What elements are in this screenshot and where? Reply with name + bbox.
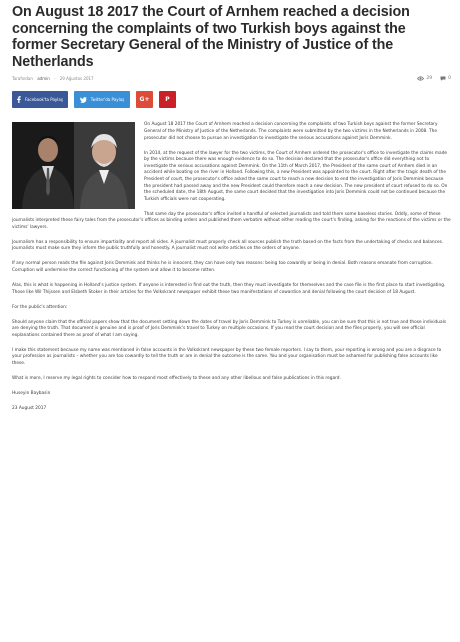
facebook-share-label: Facebook'ta Paylaş bbox=[25, 97, 63, 103]
paragraph-8: Should anyone claim that the official papers show that the document setting down the dates of travel by Joris Demmink to Turkey is unreliable, you can be sure that this is not true and those individuals are denying the truth. That document is genuine and is proof of Joris Demmink's travel to Turkey on multiple occasions. If you read the court decision and the files properly, you will see official explanations contained there as proof of what I am saying. bbox=[12, 319, 447, 338]
paragraph-5: If any normal person reads the file against Joris Demmink and thinks he is innocent, they can have only two reasons: being too cowardly or being in denial. Both reasons emanate from corruption. Corruption will undermine the correct functioning of the system and allow it to become rotten. bbox=[12, 261, 433, 274]
paragraph-2: In 2014, at the request of the lawyer for the two victims, the Court of Arnhem ordered the prosecutor's office to investigate the claims made by the victims because there was enough evidence to do so. The decision declared that the prosecutor's office did everything not to investigate the serious accusations against Demmink. On the 11th of March 2017, the President of the same court of Arnhem died in an accident while boating on the river in Holland. Following this, a new President was appointed to the court. Right after the tragic death of the President of court, the prosecutor's office asked the same court to reach a new decision to end the investigation of Joris Demmink because the president had passed away and the new President could therefore reach a new decision. The new president of court refused to do so. On the scheduled date, the 18th August, the same court decided that the investigation into Joris Demmink could not be continued because the Turkish officials were not cooperating. bbox=[144, 150, 448, 202]
pinterest-share-button[interactable] bbox=[159, 91, 176, 108]
paragraph-3: That same day the prosecutor's office invited a handful of selected journalists and told them some baseless stories. Oddly, some of these journalists interpreted these fairy tales from the prosecutor's offices as binding orders and published them verbatim without either reading the court's finding, asking for the reactions of the victims or the victims' lawyers. bbox=[12, 211, 451, 230]
article-meta bbox=[12, 76, 451, 81]
twitter-share-button[interactable] bbox=[74, 91, 130, 108]
twitter-icon bbox=[80, 97, 87, 103]
byline bbox=[12, 76, 97, 81]
comments-stat[interactable] bbox=[440, 76, 451, 81]
twitter-share-label: Twitter'da Paylaş bbox=[90, 97, 125, 103]
article-photo bbox=[12, 122, 135, 209]
byline-prefix: Tarafından bbox=[12, 76, 33, 82]
portrait-image bbox=[12, 122, 135, 209]
pinterest-icon: P bbox=[165, 96, 170, 104]
byline-author[interactable]: admin bbox=[37, 76, 50, 82]
share-bar bbox=[12, 91, 451, 108]
views-count: 29 bbox=[426, 76, 433, 82]
byline-separator: - bbox=[54, 76, 56, 82]
comment-icon bbox=[440, 76, 446, 81]
paragraph-6: Alas, this is what is happening in Holland's justice system. If anyone is interested in find out the truth, then they must investigate for themselves and the case file is the first place to start investigating. Those like Wil Thijssen and Elsbeth Stoker in their articles for the Volkskrant newspaper exhibit these two manifestations of cowardice and denial following the court decision of 18 August. bbox=[12, 283, 446, 295]
comments-count: 0 bbox=[448, 76, 451, 82]
signature: Huseyin Baybasin bbox=[12, 390, 51, 396]
views-stat bbox=[417, 76, 432, 81]
article-stats bbox=[417, 76, 451, 81]
paragraph-7: For the public's attention: bbox=[12, 304, 68, 310]
paragraph-10: What is more, I reserve my legal rights to consider how to respond most effectively to these and any other libellous and false publications in this regard. bbox=[12, 375, 341, 381]
facebook-icon bbox=[17, 96, 21, 103]
eye-icon bbox=[417, 76, 424, 81]
article-title: On August 18 2017 the Court of Arnhem reached a decision concerning the complaints of two Turkish boys against the former Secretary General of the Ministry of Justice of the Netherlands bbox=[12, 4, 410, 70]
paragraph-4: Journalism has a responsibility to ensure impartiality and report all sides. A journalist must properly check all sources publish the truth based on the facts from the undertaking of checks and balances. Journalists must make sure they inform the public truthfully and honestly. A journalist must not write articles on the orders of anyone. bbox=[12, 239, 444, 252]
google-plus-icon: G+ bbox=[139, 96, 150, 104]
facebook-share-button[interactable] bbox=[12, 91, 68, 108]
paragraph-1: On August 18 2017 the Court of Arnhem reached a decision concerning the complaints of two Turkish boys against the former Secretary General of the Ministry of Justice of the Netherlands. The complaints were submitted by the two victims in the Netherlands in 2008. The prosecutor did not choose to pursue an investigation to investigate the serious accusations against Joris Demmink. bbox=[144, 122, 438, 141]
signature-date: 23 August 2017 bbox=[12, 405, 47, 411]
google-plus-share-button[interactable] bbox=[136, 91, 153, 108]
byline-date: 29 Ağustos 2017 bbox=[59, 76, 94, 82]
paragraph-9: I make this statement because my name was mentioned in false accounts in the Volkskrant newspaper by these two female reporters. I say to them, your reporting is wrong and you are a disgrace to your profession as journalists – whether you are too cowardly to tell the truth or are in denial the outcome is the same. You and your organisation must be ashamed for publishing false accounts like these. bbox=[12, 347, 442, 366]
article-body bbox=[12, 122, 451, 412]
